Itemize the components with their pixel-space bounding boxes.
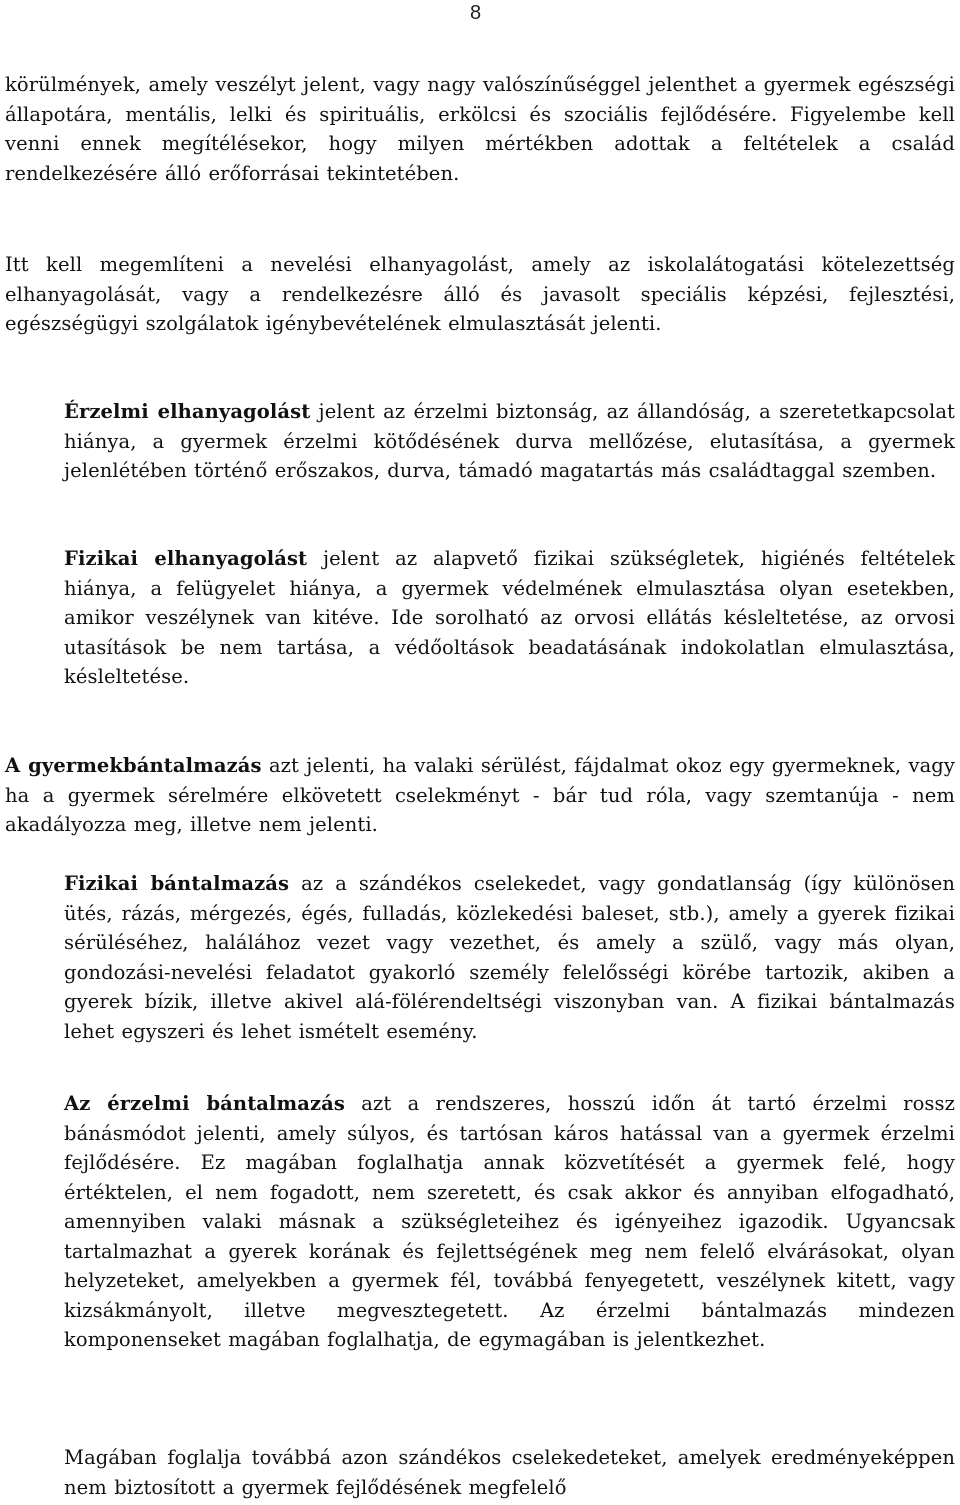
term-physical-abuse: Fizikai bántalmazás bbox=[64, 872, 290, 895]
paragraph-educational-neglect bbox=[5, 250, 955, 339]
paragraph-text: körülmények, amely veszélyt jelent, vagy nagy valószínűséggel jelenthet a gyermek egészségi állapotára, mentális, lelki és spirituális, erkölcsi és szociális fejlődésére. Figyelembe kell venni ennek megítélésekor, hogy milyen mértékben adottak a feltételek a család rendelkezésére álló erőforrásai tekintetében. bbox=[5, 73, 955, 185]
page-number: 8 bbox=[470, 2, 482, 24]
paragraph-text: az a szándékos cselekedet, vagy gondatlanság (így különösen ütés, rázás, mérgezés, égés, fulladás, közlekedési baleset, stb.), amely a gyerek fizikai sérüléséhez, halálához vezet vagy vezethet, és amely a szülő, vagy más olyan, gondozási-nevelési feladatot gyakorló személy felelősségi körébe tartozik, akiben a gyerek bízik, illetve akivel alá-fölérendeltségi viszonyban van. A fizikai bántalmazás lehet egyszeri és lehet ismételt esemény. bbox=[64, 872, 955, 1043]
paragraph-physical-neglect bbox=[64, 544, 955, 692]
term-child-abuse: A gyermekbántalmazás bbox=[5, 754, 262, 777]
paragraph-text: azt a rendszeres, hosszú időn át tartó érzelmi rossz bánásmódot jelenti, amely súlyos, és tartósan káros hatással van a gyermek érzelmi fejlődésére. Ez magában foglalhatja annak közvetítését a gyermek felé, hogy értéktelen, el nem fogadott, nem szeretett, és csak akkor és annyiban elfogadható, amennyiben valaki másnak a szükségleteihez és igényeihez igazodik. Ugyancsak tartalmazhat a gyerek korának és fejlettségének meg nem felelő elvárásokat, olyan helyzeteket, amelyekben a gyermek fél, továbbá fenyegetett, veszélynek kitett, vagy kizsákmányolt, illetve megvesztegetett. Az érzelmi bántalmazás mindezen komponenseket magában foglalhatja, de egymagában is jelentkezhet. bbox=[64, 1092, 955, 1351]
paragraph-conditions bbox=[5, 70, 955, 188]
paragraph-text: azt jelenti, ha valaki sérülést, fájdalmat okoz egy gyermeknek, vagy ha a gyermek sérelmére elkövetett cselekményt - bár tud róla, vagy szemtanúja - nem akadályozza meg, illetve nem jelenti. bbox=[5, 754, 955, 836]
paragraph-emotional-neglect bbox=[64, 397, 955, 486]
term-physical-neglect: Fizikai elhanyagolást bbox=[64, 547, 308, 570]
paragraph-physical-abuse bbox=[64, 869, 955, 1046]
term-emotional-abuse: Az érzelmi bántalmazás bbox=[64, 1092, 345, 1115]
paragraph-continuation bbox=[64, 1443, 955, 1502]
paragraph-child-abuse bbox=[5, 751, 955, 840]
paragraph-emotional-abuse bbox=[64, 1089, 955, 1355]
term-emotional-neglect: Érzelmi elhanyagolást bbox=[64, 400, 311, 423]
paragraph-text: Magában foglalja továbbá azon szándékos cselekedeteket, amelyek eredményeképpen nem biztosított a gyermek fejlődésének megfelelő bbox=[64, 1446, 955, 1499]
paragraph-text: Itt kell megemlíteni a nevelési elhanyagolást, amely az iskolalátogatási kötelezettség elhanyagolását, vagy a rendelkezésre álló és javasolt speciális képzési, fejlesztési, egészségügyi szolgálatok igénybevételének elmulasztását jelenti. bbox=[5, 253, 955, 335]
paragraph-text: jelent az alapvető fizikai szükségletek, higiénés feltételek hiánya, a felügyelet hiánya, a gyermek védelmének elmulasztása olyan esetekben, amikor veszélynek van kitéve. Ide sorolható az orvosi ellátás késleltetése, az orvosi utasítások be nem tartása, a védőoltások beadatásának indokolatlan elmulasztása, késleltetése. bbox=[64, 547, 955, 688]
paragraph-text: jelent az érzelmi biztonság, az állandóság, a szeretetkapcsolat hiánya, a gyermek érzelmi kötődésének durva mellőzése, elutasítása, a gyermek jelenlétében történő erőszakos, durva, támadó magatartás más családtaggal szemben. bbox=[64, 400, 955, 482]
